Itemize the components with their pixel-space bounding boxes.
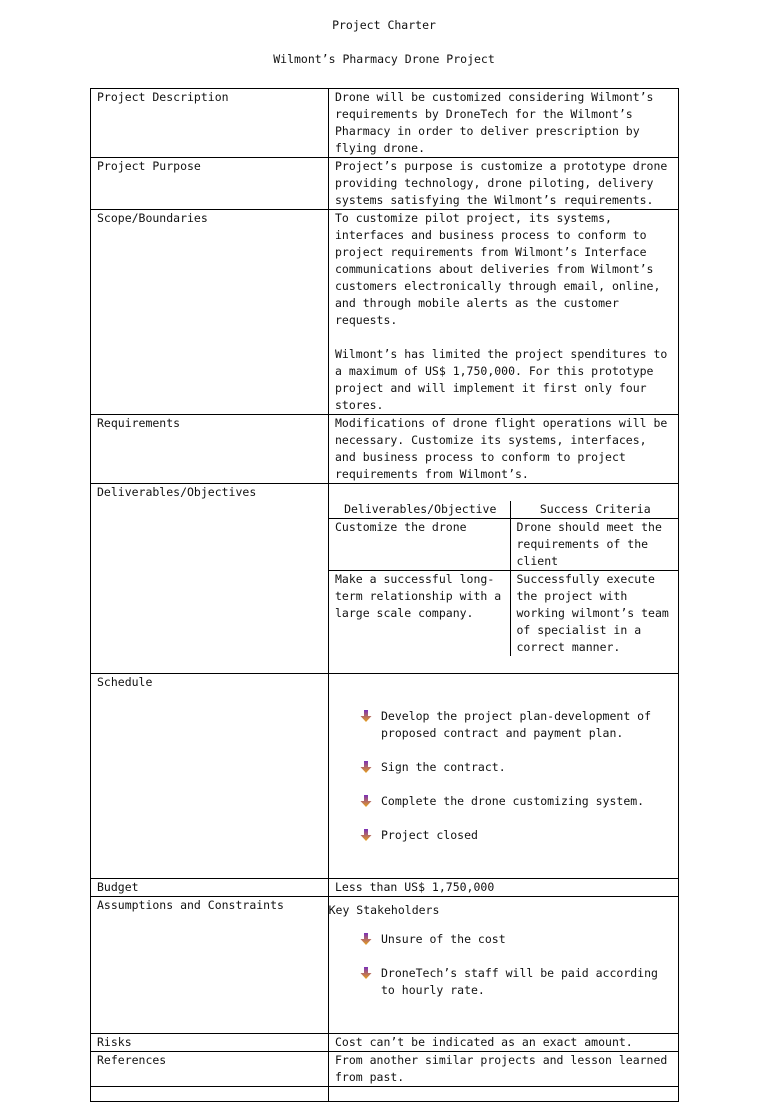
project-name: Wilmont’s Pharmacy Drone Project bbox=[273, 52, 495, 66]
list-item bbox=[359, 965, 673, 999]
list-item-text: Sign the contract. bbox=[381, 760, 506, 774]
table-row bbox=[329, 571, 678, 657]
row-label: Requirements bbox=[91, 415, 329, 484]
list-item bbox=[359, 759, 673, 776]
list-item bbox=[359, 793, 673, 810]
row-value: To customize pilot project, its systems, interfaces and business process to conform to project requirements from Wilmont’s Interface communications about deliveries from Wilmont’s customers electronically through email, online, and through mobile alerts as the customer requests. Wilmont’s has limited the project spenditures to a maximum of US$ 1,750,000. For this prototype project and will implement it first only four stores. bbox=[329, 210, 679, 415]
objective-cell: Customize the drone bbox=[329, 519, 510, 571]
arrow-down-icon bbox=[359, 709, 373, 723]
row-value: Cost can’t be indicated as an exact amount. bbox=[329, 1034, 679, 1052]
row-label: Scope/Boundaries bbox=[91, 210, 329, 415]
table-row bbox=[91, 210, 679, 415]
arrow-down-icon bbox=[359, 760, 373, 774]
empty-row bbox=[91, 1087, 679, 1102]
list-item bbox=[359, 708, 673, 742]
row-value: From another similar projects and lesson learned from past. bbox=[329, 1052, 679, 1087]
list-item-text: DroneTech’s staff will be paid according to hourly rate. bbox=[381, 966, 658, 997]
row-value: Less than US$ 1,750,000 bbox=[329, 879, 679, 897]
table-row bbox=[91, 1052, 679, 1087]
table-row bbox=[91, 674, 679, 879]
schedule-cell bbox=[329, 674, 679, 879]
row-value: Project’s purpose is customize a prototype drone providing technology, drone piloting, delivery systems satisfying the Wilmont’s requirements. bbox=[329, 158, 679, 210]
row-value: Modifications of drone flight operations will be necessary. Customize its systems, interfaces, and business process to conform to project requirements from Wilmont’s. bbox=[329, 415, 679, 484]
row-label: References bbox=[91, 1052, 329, 1087]
arrow-down-icon bbox=[359, 966, 373, 980]
table-row bbox=[91, 879, 679, 897]
table-row bbox=[91, 484, 679, 674]
list-item-text: Develop the project plan-development of proposed contract and payment plan. bbox=[381, 709, 652, 740]
row-label: Schedule bbox=[91, 674, 329, 879]
list-item-text: Complete the drone customizing system. bbox=[381, 794, 645, 808]
list-item bbox=[359, 827, 673, 844]
table-row bbox=[91, 415, 679, 484]
criteria-cell: Drone should meet the requirements of the client bbox=[510, 519, 678, 571]
criteria-cell: Successfully execute the project with working wilmont’s team of specialist in a correct manner. bbox=[510, 571, 678, 657]
arrow-down-icon bbox=[359, 932, 373, 946]
row-label: Project Description bbox=[91, 89, 329, 158]
table-row bbox=[91, 158, 679, 210]
list-item-text: Unsure of the cost bbox=[381, 932, 506, 946]
column-header: Success Criteria bbox=[510, 501, 678, 519]
stakeholders-heading: Key Stakeholders bbox=[328, 903, 440, 917]
arrow-down-icon bbox=[359, 828, 373, 842]
arrow-down-icon bbox=[359, 794, 373, 808]
schedule-list bbox=[335, 691, 673, 861]
empty-cell bbox=[91, 1087, 329, 1102]
table-row bbox=[91, 89, 679, 158]
empty-cell bbox=[329, 1087, 679, 1102]
row-label: Risks bbox=[91, 1034, 329, 1052]
table-row bbox=[329, 519, 678, 571]
assumptions-list bbox=[335, 914, 673, 1016]
charter-table bbox=[90, 88, 679, 1102]
row-value: Drone will be customized considering Wilmont’s requirements by DroneTech for the Wilmont’s Pharmacy in order to deliver prescription by flying drone. bbox=[329, 89, 679, 158]
list-item bbox=[359, 931, 673, 948]
row-label: Assumptions and Constraints bbox=[91, 897, 329, 1034]
deliverables-cell bbox=[329, 484, 679, 674]
row-label: Project Purpose bbox=[91, 158, 329, 210]
list-item-text: Project closed bbox=[381, 828, 478, 842]
deliverables-table bbox=[329, 501, 678, 656]
row-label: Deliverables/Objectives bbox=[91, 484, 329, 674]
column-header: Deliverables/Objective bbox=[329, 501, 510, 519]
table-row bbox=[91, 1034, 679, 1052]
document-title: Project Charter bbox=[332, 18, 436, 32]
deliverables-header-row bbox=[329, 501, 678, 519]
objective-cell: Make a successful long-term relationship with a large scale company. bbox=[329, 571, 510, 657]
row-label: Budget bbox=[91, 879, 329, 897]
